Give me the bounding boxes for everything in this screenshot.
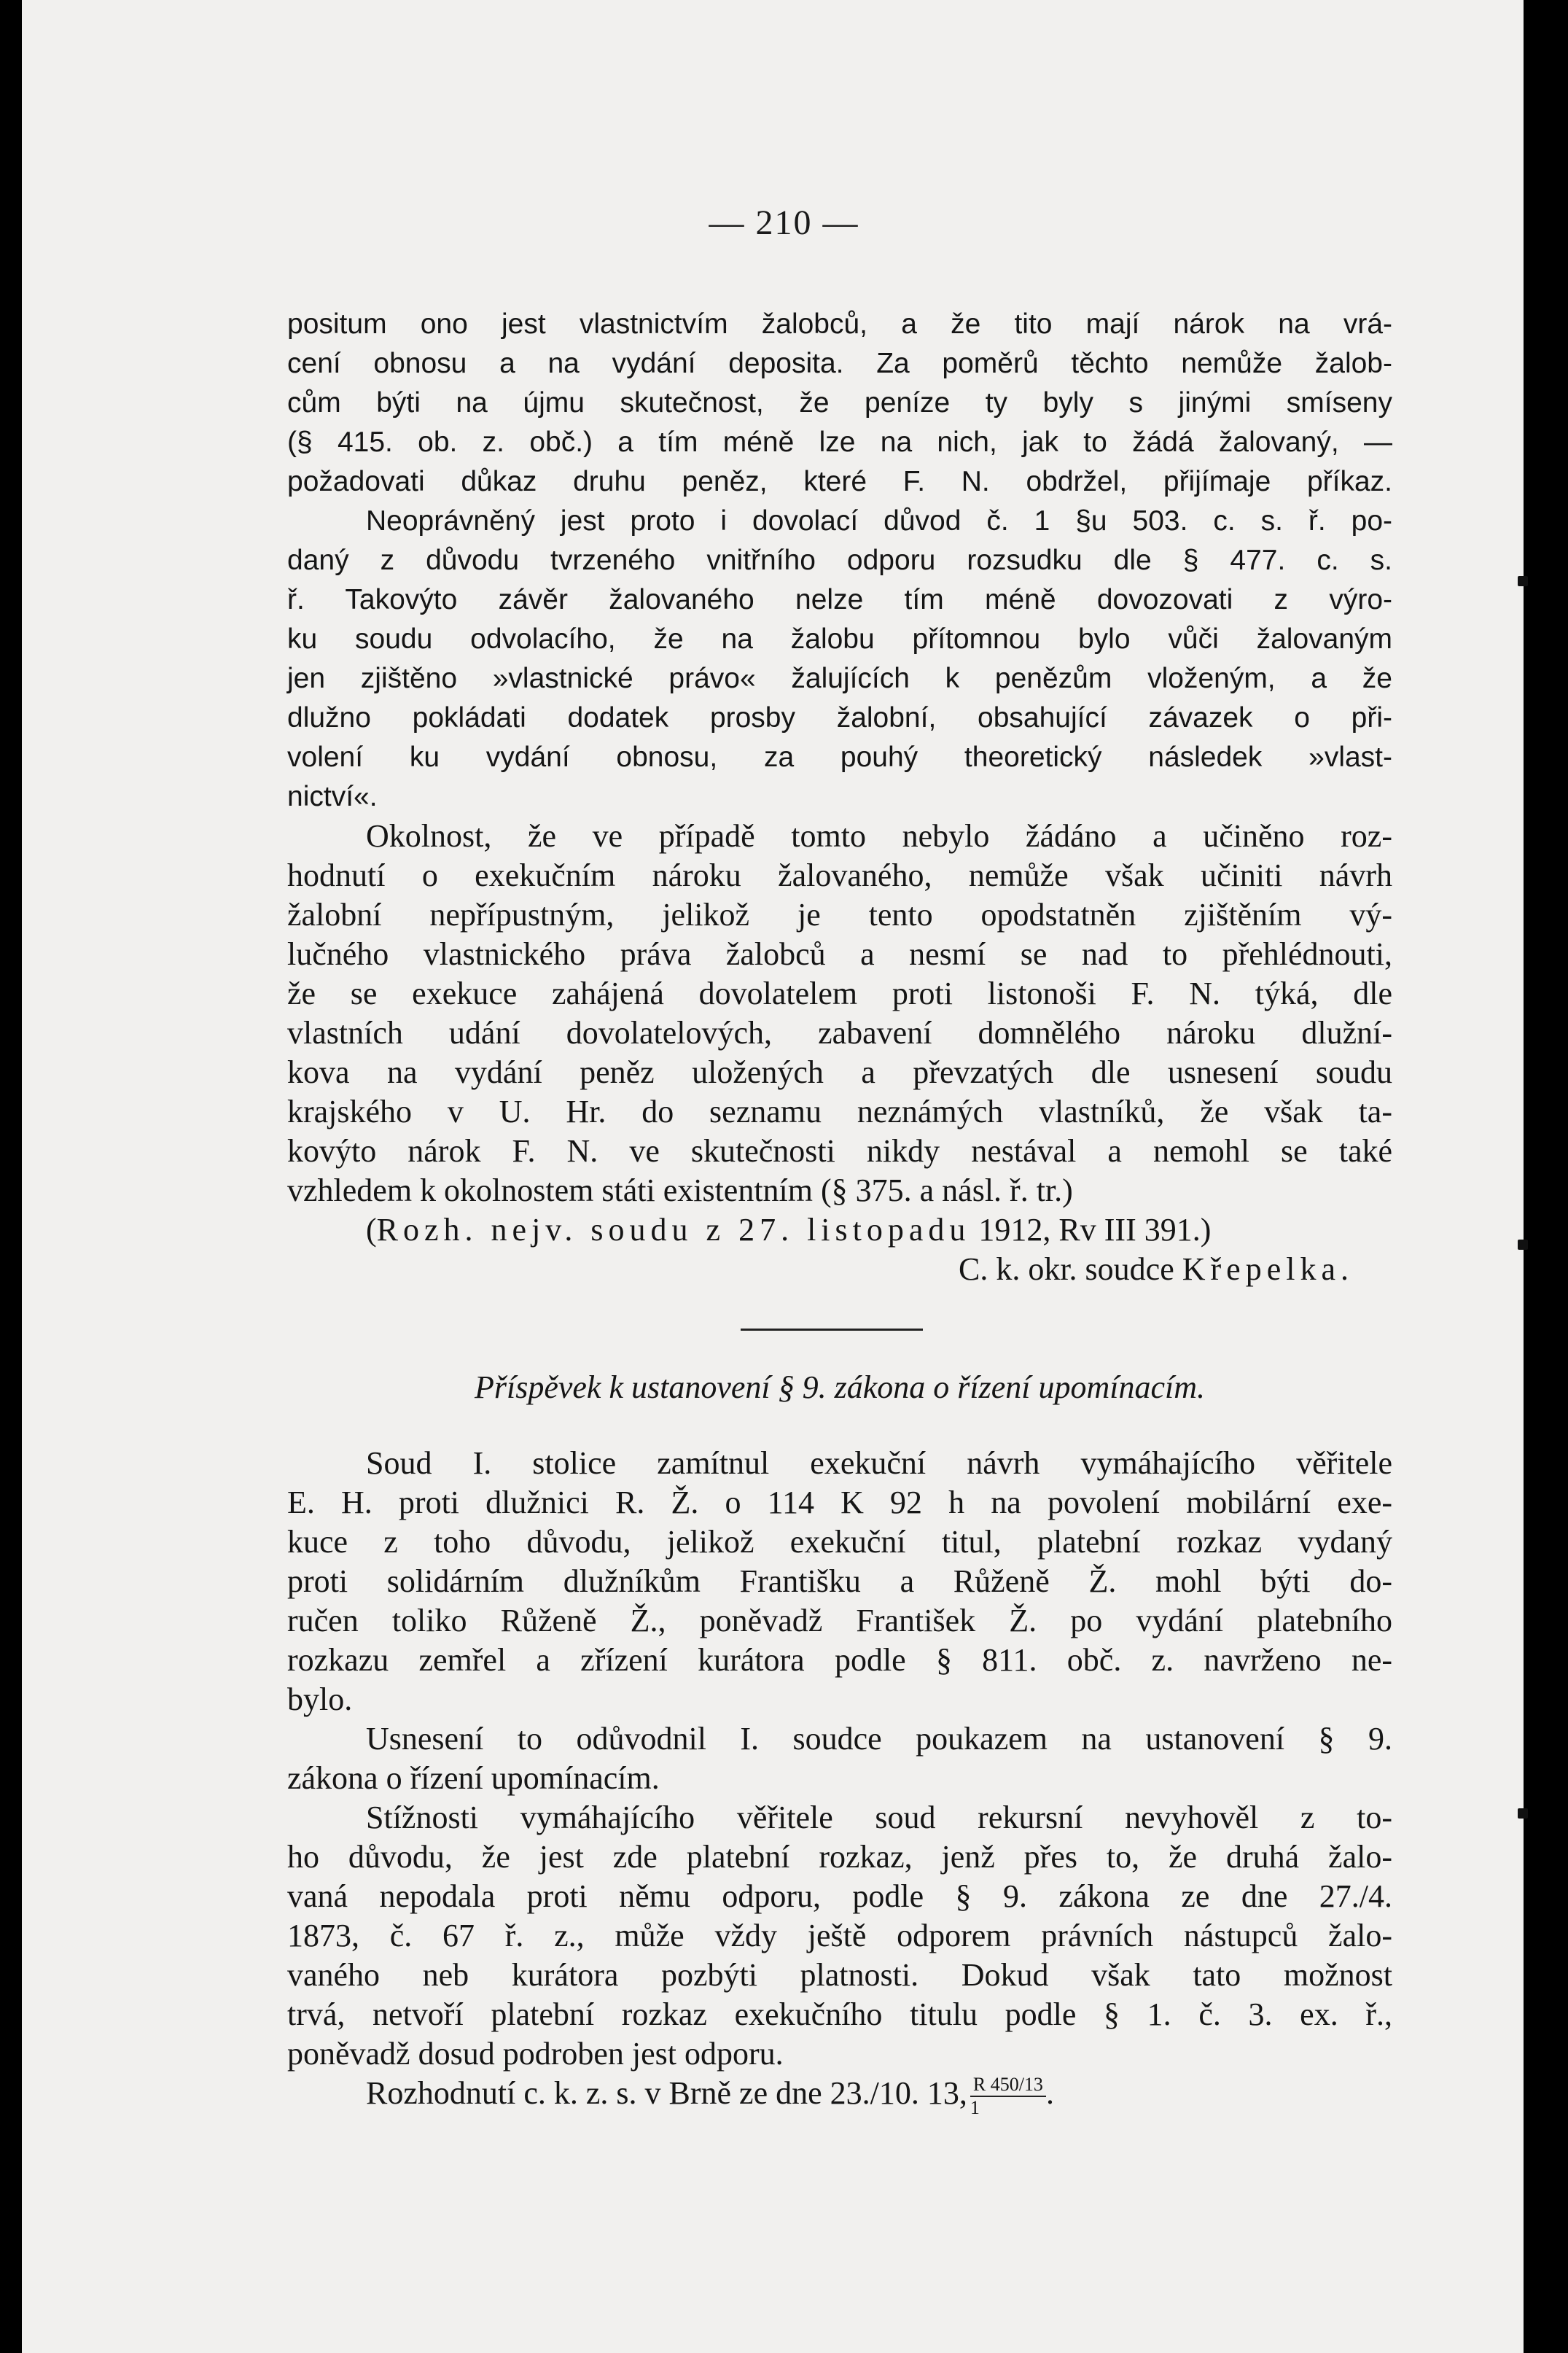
text-line: trvá, netvoří platební rozkaz exekučního titulu podle § 1. č. 3. ex. ř., [287,1996,1392,2032]
text-line: cům býti na újmu skutečnost, že peníze ty byly s jinými smíseny [287,387,1392,419]
text-line: vaná nepodala proti němu odporu, podle § 9. zákona ze dne 27./4. [287,1878,1392,1914]
file-number-fraction: $\frac{R 450/13}{1}$ [970,2074,1046,2119]
text-line: bylo. [287,1681,353,1717]
text-line: kuce z toho důvodu, jelikož exekuční titul, platební rozkaz vydaný [287,1524,1392,1560]
text-line: ku soudu odvolacího, že na žalobu přítomnou bylo vůči žalovaným [287,623,1392,655]
final-citation [287,2074,1392,2118]
text-line: hodnutí o exekučním nároku žalovaného, nemůže však učiniti návrh [287,857,1392,893]
text-line: že se exekuce zahájená dovolatelem proti listonoši F. N. týká, dle [287,976,1392,1011]
text-line: (§ 415. ob. z. obč.) a tím méně lze na nich, jak to žádá žalovaný, — [287,427,1392,458]
text-line: požadovati důkaz druhu peněz, které F. N. obdržel, přijímaje příkaz. [287,466,1392,497]
signature-name: Křepelka [1182,1251,1341,1287]
text-line: vzhledem k okolnostem státi existentním (§ 375. a násl. ř. tr.) [287,1172,1073,1208]
paragraph-block-4 [287,1719,1392,1798]
section-heading: Příspěvek k ustanovení § 9. zákona o řízení upomínacím. [474,1369,1206,1405]
paragraph-block-5 [287,1798,1392,2074]
text-line: rozkazu zemřel a zřízení kurátora podle § 811. obč. z. navrženo ne- [287,1642,1392,1678]
text-line: krajského v U. Hr. do seznamu neznámých vlastníků, že však ta- [287,1094,1392,1129]
text-line: Usnesení to odůvodnil I. soudce poukazem na ustanovení § 9. [366,1721,1392,1757]
text-line: ručen toliko Růženě Ž., poněvadž František Ž. po vydání platebního [287,1603,1392,1638]
text-line: cení obnosu a na vydání deposita. Za poměrů těchto nemůže žalob- [287,348,1392,379]
paragraph-block-2 [287,817,1392,1210]
decision-reference: Rozhodnutí c. k. z. s. v Brně ze dne 23./10. 13, $\frac{R 450/13}{1}$ . [366,2074,1054,2118]
page-number: — 210 — [709,203,859,242]
text-line: proti solidárním dlužníkům Františku a Růženě Ž. mohl býti do- [287,1563,1392,1599]
paragraph-block-3 [287,1444,1392,1719]
scan-border [1524,0,1568,2353]
text-line: dlužno pokládati dodatek prosby žalobní, obsahující závazek o při- [287,702,1392,734]
text-line: volení ku vydání obnosu, za pouhý theoretický následek »vlast- [287,742,1392,773]
text-line: E. H. proti dlužnici R. Ž. o 114 K 92 h na povolení mobilární exe- [287,1485,1392,1520]
text-line: Neoprávněný jest proto i dovolací důvod č. 1 §u 503. c. s. ř. po- [366,505,1392,537]
text-line: vlastních udání dovolatelových, zabavení domnělého nároku dlužní- [287,1015,1392,1051]
scan-speck [1518,576,1528,586]
paragraph-block-1 [287,305,1392,817]
text-line: poněvadž dosud podroben jest odporu. [287,2036,784,2072]
scan-speck [1518,1240,1528,1250]
section-divider [741,1329,923,1331]
text-line: Okolnost, že ve případě tomto nebylo žádáno a učiněno roz- [366,818,1392,854]
text-line: kovýto nárok F. N. ve skutečnosti nikdy nestával a nemohl se také [287,1133,1392,1169]
citation: (Rozh. nejv. soudu z 27. listopadu 1912, Rv III 391.) [366,1212,1212,1248]
text-line: ř. Takovýto závěr žalovaného nelze tím méně dovozovati z výro- [287,584,1392,615]
text-line: daný z důvodu tvrzeného vnitřního odporu rozsudku dle § 477. c. s. [287,545,1392,576]
text-line: jen zjištěno »vlastnické právo« žalujících k penězům vloženým, a že [287,663,1392,694]
citation-line [287,1210,1392,1289]
text-line: lučného vlastnického práva žalobců a nesmí se nad to přehlédnouti, [287,936,1392,972]
text-line: kova na vydání peněz uložených a převzatých dle usnesení soudu [287,1054,1392,1090]
text-line: 1873, č. 67 ř. z., může vždy ještě odporem právních nástupců žalo- [287,1918,1392,1953]
text-line: nictví«. [287,781,378,812]
text-line: positum ono jest vlastnictvím žalobců, a že tito mají nárok na vrá- [287,308,1392,340]
text-line: Soud I. stolice zamítnul exekuční návrh vymáhajícího věřitele [366,1445,1392,1481]
text-line: zákona o řízení upomínacím. [287,1760,660,1796]
text-line: ho důvodu, že jest zde platební rozkaz, jenž přes to, že druhá žalo- [287,1839,1392,1875]
text-line: žalobní nepřípustným, jelikož je tento opodstatněn zjištěním vý- [287,897,1392,933]
signature: C. k. okr. soudce Křepelka. [958,1251,1349,1287]
scan-speck [1518,1808,1528,1819]
text-line: Stížnosti vymáhajícího věřitele soud rekursní nevyhověl z to- [366,1800,1392,1835]
text-line: vaného neb kurátora pozbýti platnosti. Dokud však tato možnost [287,1957,1392,1993]
